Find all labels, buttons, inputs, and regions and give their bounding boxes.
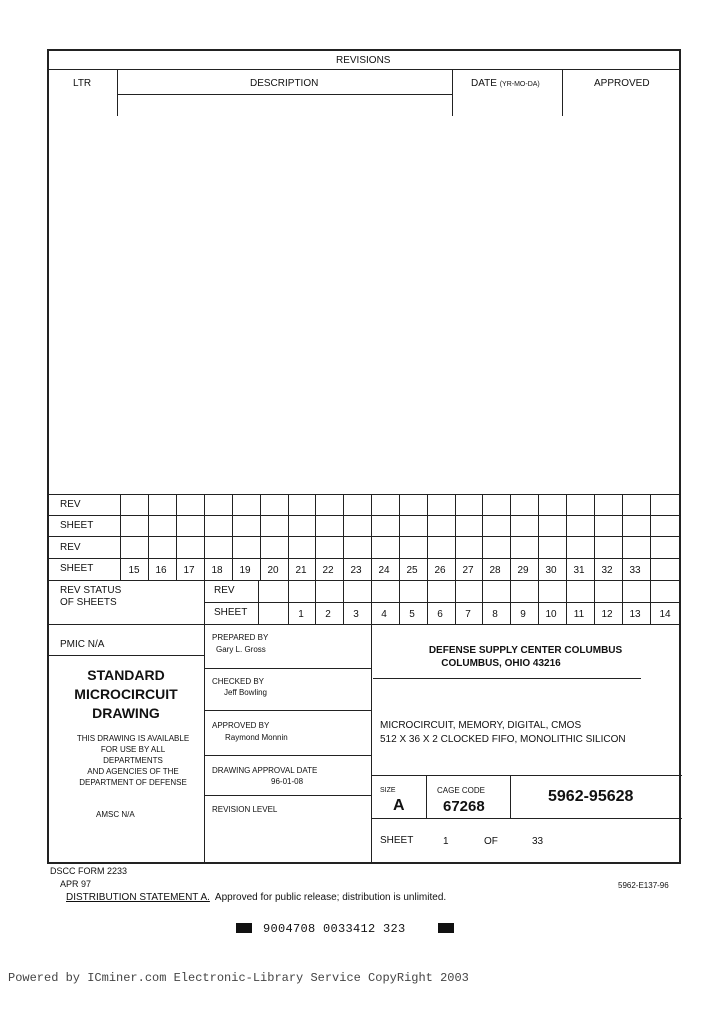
grid-column-line	[288, 494, 289, 624]
sheet-number: 9	[520, 609, 526, 620]
grid-rule-6	[48, 624, 680, 625]
grid-rule-5	[204, 602, 680, 603]
barcode-block-left	[236, 923, 252, 933]
rev-status-label: REV STATUS	[60, 585, 122, 596]
cage-code-label: CAGE CODE	[437, 786, 486, 795]
standard-title-line: MICROCIRCUIT	[74, 686, 178, 702]
sheet-number: 3	[353, 609, 359, 620]
sheet-number: 2	[325, 609, 331, 620]
sheet-label: SHEET	[380, 835, 414, 846]
sheet-number: 28	[489, 565, 501, 576]
drawing-number: 5962-95628	[548, 788, 634, 805]
col-approved-header: APPROVED	[594, 78, 650, 89]
form-label: DSCC FORM 2233	[50, 866, 128, 876]
sheet-value: 1	[443, 836, 449, 847]
size-divider	[426, 775, 427, 818]
sheet-number: 12	[601, 609, 613, 620]
approved-by-label: APPROVED BY	[212, 721, 270, 730]
grid-column-line	[482, 494, 483, 624]
grid-column-line	[594, 494, 595, 624]
standard-title-line: DRAWING	[92, 705, 160, 721]
availability-line: FOR USE BY ALL	[100, 745, 166, 754]
sheet-number: 30	[545, 565, 557, 576]
grid-rule-1	[48, 515, 680, 516]
sheet-number: 8	[492, 609, 498, 620]
size-box-top	[372, 775, 682, 776]
sheet-number: 11	[573, 609, 585, 620]
availability-line: DEPARTMENTS	[103, 756, 163, 765]
distribution-statement	[66, 893, 446, 903]
sheet-number: 1	[298, 609, 304, 620]
sheet-number: 20	[267, 565, 279, 576]
agency-name: DEFENSE SUPPLY CENTER COLUMBUS	[428, 645, 623, 656]
pmic-label: PMIC N/A	[60, 639, 105, 650]
standard-title-line: STANDARD	[87, 667, 165, 683]
revisions-title: REVISIONS	[336, 55, 391, 66]
powered-by-line: Powered by ICminer.com Electronic-Library Service CopyRight 2003	[8, 971, 469, 985]
availability-line: DEPARTMENT OF DEFENSE	[79, 778, 187, 787]
sheet-number: 14	[659, 609, 671, 620]
grid-rev-label-3: REV	[214, 585, 235, 596]
grid-rule-2	[48, 536, 680, 537]
revisions-rule-2	[118, 94, 452, 95]
revision-level-label: REVISION LEVEL	[212, 805, 278, 814]
sheet-number: 31	[573, 565, 585, 576]
sheet-number: 16	[155, 565, 167, 576]
revisions-divider-3	[562, 70, 563, 116]
sheet-number: 5	[409, 609, 415, 620]
grid-rev-divider	[258, 580, 259, 624]
grid-column-line	[566, 494, 567, 624]
signature-rule-3	[204, 755, 371, 756]
size-label: SIZE	[380, 787, 396, 794]
grid-column-line	[622, 494, 623, 624]
grid-column-line	[427, 494, 428, 624]
availability-line: THIS DRAWING IS AVAILABLE	[76, 734, 190, 743]
size-value: A	[393, 797, 405, 814]
checked-by-name: Jeff Bowling	[224, 688, 267, 697]
sheet-number: 6	[437, 609, 443, 620]
signature-rule-2	[204, 710, 371, 711]
grid-rev-label-1: REV	[60, 499, 81, 510]
size-box-bottom	[372, 818, 682, 819]
revisions-rule-1	[48, 69, 680, 70]
col-ltr-header: LTR	[73, 78, 92, 89]
sheet-number: 10	[545, 609, 557, 620]
sheet-number: 25	[406, 565, 418, 576]
barcode-text: 9004708 0033412 323	[263, 922, 406, 936]
grid-column-line	[650, 494, 651, 624]
pmic-rule	[48, 655, 204, 656]
sheet-number: 7	[465, 609, 471, 620]
grid-sheet-label-2: SHEET	[60, 563, 94, 574]
grid-column-line	[538, 494, 539, 624]
agency-city: COLUMBUS, OHIO 43216	[441, 658, 561, 669]
sheet-number: 26	[434, 565, 446, 576]
approval-date-label: DRAWING APPROVAL DATE	[212, 766, 318, 775]
standard-title	[48, 666, 204, 723]
availability-note	[48, 733, 218, 788]
grid-column-line	[455, 494, 456, 624]
col-date-header: DATE (YR-MO-DA)	[471, 78, 540, 89]
form-number: 5962-E137-96	[618, 881, 669, 890]
of-label: OF	[484, 836, 498, 847]
distribution-text: Approved for public release; distribution is unlimited.	[214, 892, 447, 903]
grid-sheet-label-3: SHEET	[214, 607, 248, 618]
approved-by-name: Raymond Monnin	[225, 733, 288, 742]
revisions-divider-2	[452, 70, 453, 116]
grid-column-line	[371, 494, 372, 624]
description-line-1: MICROCIRCUIT, MEMORY, DIGITAL, CMOS	[380, 720, 582, 731]
grid-column-line	[510, 494, 511, 624]
sheet-number: 24	[378, 565, 390, 576]
of-value: 33	[532, 836, 544, 847]
prepared-by-name: Gary L. Gross	[216, 645, 266, 654]
sheet-number: 18	[211, 565, 223, 576]
sheet-number: 27	[462, 565, 474, 576]
col-description-header: DESCRIPTION	[250, 78, 319, 89]
sheet-number: 15	[128, 565, 140, 576]
grid-column-line	[399, 494, 400, 624]
approval-date: 96-01-08	[271, 777, 304, 786]
amsc-label: AMSC N/A	[96, 810, 135, 819]
sheet-number: 29	[517, 565, 529, 576]
grid-rule-4	[48, 580, 680, 581]
grid-sheet-label-1: SHEET	[60, 520, 94, 531]
sheet-number: 21	[295, 565, 307, 576]
form-date: APR 97	[60, 879, 92, 889]
revisions-divider-1	[117, 70, 118, 116]
sheet-number: 32	[601, 565, 613, 576]
sheet-number: 33	[629, 565, 641, 576]
description-line-2: 512 X 36 X 2 CLOCKED FIFO, MONOLITHIC SILICON	[380, 734, 626, 745]
of-sheets-label: OF SHEETS	[60, 597, 117, 608]
grid-rev-label-2: REV	[60, 542, 81, 553]
signature-rule-4	[204, 795, 371, 796]
sheet-number: 23	[350, 565, 362, 576]
sheet-number: 17	[183, 565, 195, 576]
signature-rule-1	[204, 668, 371, 669]
title-left-divider	[204, 580, 205, 864]
cage-code-value: 67268	[443, 798, 485, 815]
availability-line: AND AGENCIES OF THE	[87, 767, 179, 776]
sheet-number: 13	[629, 609, 641, 620]
sheet-number: 19	[239, 565, 251, 576]
grid-column-line	[343, 494, 344, 624]
cage-divider	[510, 775, 511, 818]
distribution-label: DISTRIBUTION STATEMENT A.	[66, 892, 210, 903]
sheet-number: 22	[322, 565, 334, 576]
grid-rule-top	[48, 494, 680, 495]
prepared-by-label: PREPARED BY	[212, 633, 269, 642]
checked-by-label: CHECKED BY	[212, 677, 265, 686]
barcode-block-right	[438, 923, 454, 933]
grid-column-line	[315, 494, 316, 624]
grid-rule-3	[48, 558, 680, 559]
sheet-number: 4	[381, 609, 387, 620]
agency-rule	[373, 678, 641, 679]
